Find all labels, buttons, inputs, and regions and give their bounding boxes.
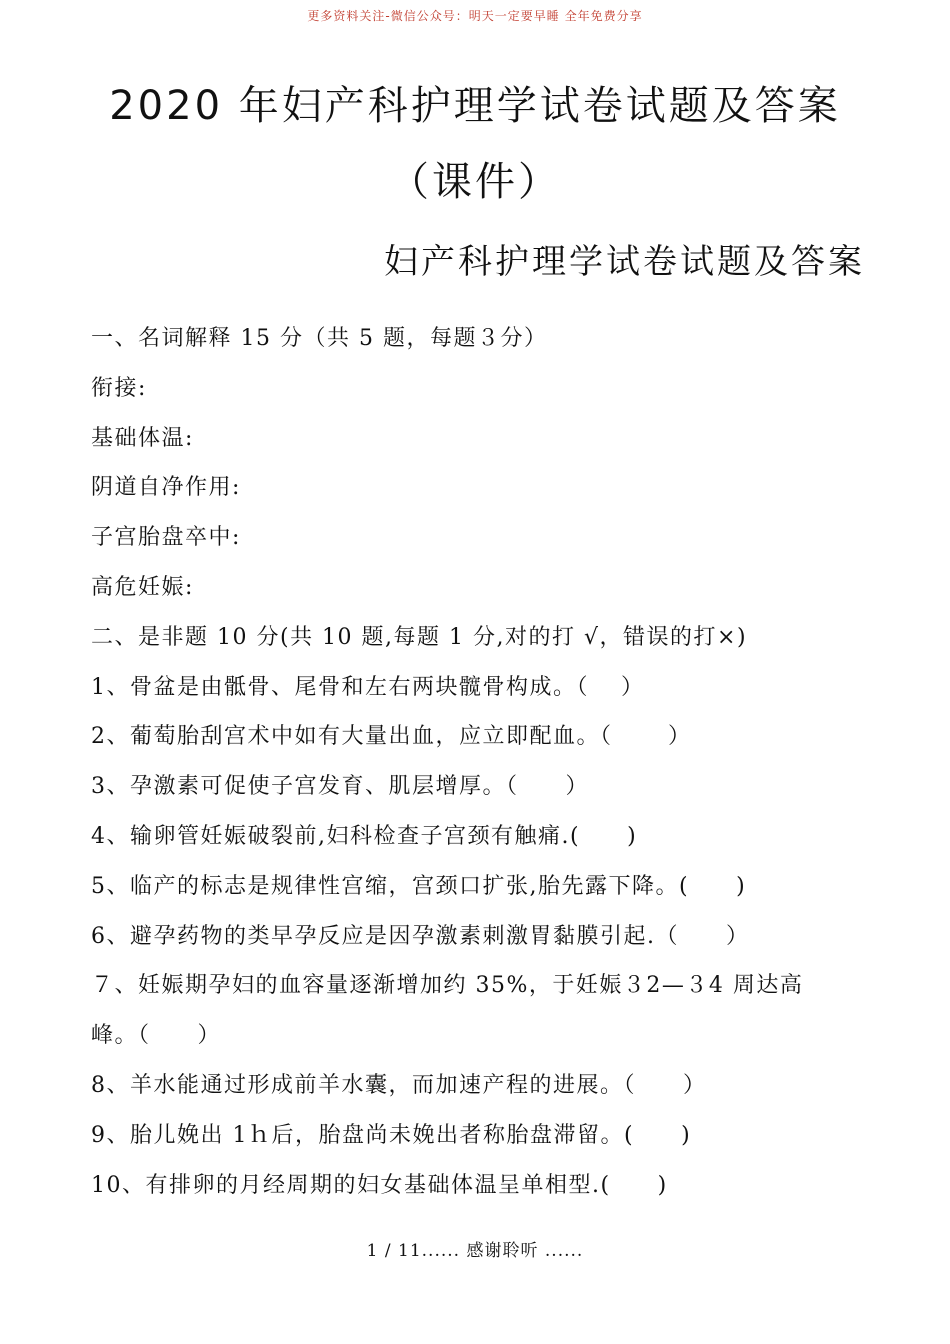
term-item: 衔接: <box>91 375 147 401</box>
header-note: 更多资料关注-微信公众号：明天一定要早睡 全年免费分享 <box>307 9 643 23</box>
question-item: 10、有排卵的月经周期的妇女基础体温呈单相型.( ) <box>91 1172 668 1198</box>
section-heading-true-false: 二、是非题 10 分(共 10 题,每题 1 分,对的打 √，错误的打×) <box>91 624 748 650</box>
term-item: 阴道自净作用: <box>91 475 241 501</box>
page-title-suffix: （课件） <box>389 159 561 205</box>
question-item-continuation: 峰。（ ） <box>91 1023 222 1049</box>
page-footer: 1 / 11...... 感谢聆听 ...... <box>366 1241 584 1261</box>
term-item: 基础体温: <box>91 425 194 451</box>
document-body <box>91 314 881 1210</box>
question-item: 2、葡萄胎刮宫术中如有大量出血，应立即配血。（ ） <box>91 724 692 750</box>
term-item: 高危妊娠: <box>91 574 194 600</box>
question-item: 1、骨盆是由骶骨、尾骨和左右两块髋骨构成。（ ） <box>91 674 645 700</box>
question-item: ７、妊娠期孕妇的血容量逐渐增加约 35%，于妊娠３2—３4 周达高 <box>91 973 804 999</box>
question-item: 6、避孕药物的类早孕反应是因孕激素刺激胃黏膜引起.（ ） <box>91 923 750 949</box>
question-item: 4、输卵管妊娠破裂前,妇科检查子宫颈有触痛.( ) <box>91 823 638 849</box>
question-item: 3、孕激素可促使子宫发育、肌层增厚。（ ） <box>91 774 589 800</box>
question-item: 5、临产的标志是规律性宫缩，宫颈口扩张,胎先露下降。( ) <box>91 873 747 899</box>
question-item: 8、羊水能通过形成前羊水囊，而加速产程的进展。（ ） <box>91 1072 707 1098</box>
question-item: 9、胎儿娩出 1ｈ后，胎盘尚未娩出者称胎盘滞留。( ) <box>91 1122 692 1148</box>
term-item: 子宫胎盘卒中: <box>91 525 241 551</box>
page-title: 2020 年妇产科护理学试卷试题及答案 <box>109 83 841 129</box>
document-subtitle: 妇产科护理学试卷试题及答案 <box>384 242 865 282</box>
section-heading-definitions: 一、名词解释 15 分（共 5 题，每题３分） <box>91 326 548 351</box>
